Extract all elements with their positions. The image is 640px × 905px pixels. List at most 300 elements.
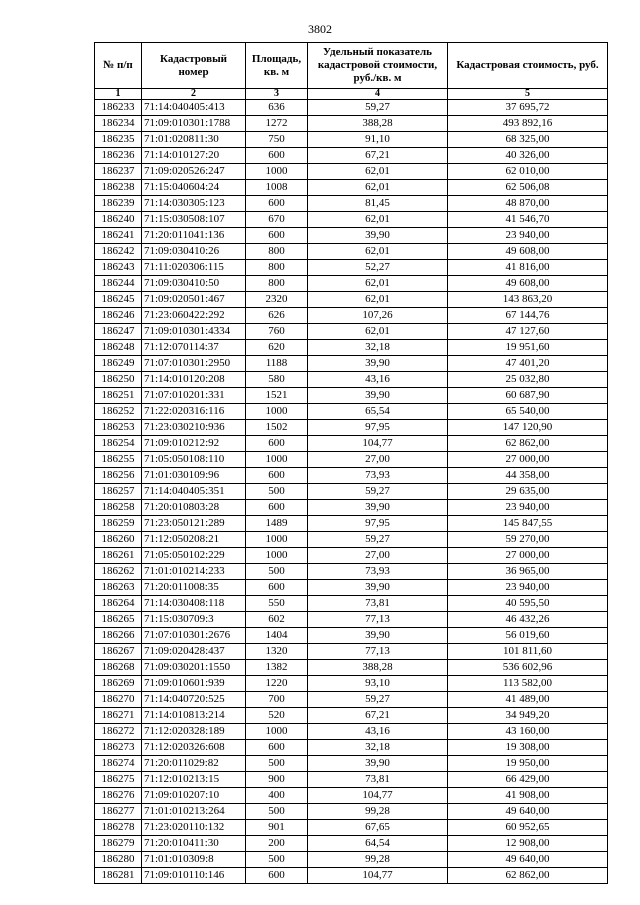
cadastral-cost-cell: 113 582,00 <box>448 676 608 692</box>
cadastral-number-cell: 71:23:060422:292 <box>142 308 246 324</box>
cadastral-cost-cell: 48 870,00 <box>448 196 608 212</box>
row-number-cell: 186240 <box>95 212 142 228</box>
row-number-cell: 186279 <box>95 836 142 852</box>
row-number-cell: 186269 <box>95 676 142 692</box>
cadastral-number-cell: 71:12:070114:37 <box>142 340 246 356</box>
row-number-cell: 186271 <box>95 708 142 724</box>
area-cell: 500 <box>246 484 308 500</box>
table-row <box>95 836 608 852</box>
table-row <box>95 260 608 276</box>
cadastral-cost-cell: 60 687,90 <box>448 388 608 404</box>
unit-value-cell: 43,16 <box>308 372 448 388</box>
row-number-cell: 186256 <box>95 468 142 484</box>
cadastral-cost-cell: 56 019,60 <box>448 628 608 644</box>
area-cell: 1382 <box>246 660 308 676</box>
cadastral-number-cell: 71:15:030508:107 <box>142 212 246 228</box>
area-cell: 580 <box>246 372 308 388</box>
cadastral-number-cell: 71:01:010213:264 <box>142 804 246 820</box>
unit-value-cell: 62,01 <box>308 324 448 340</box>
row-number-cell: 186272 <box>95 724 142 740</box>
cadastral-cost-cell: 60 952,65 <box>448 820 608 836</box>
cadastral-cost-cell: 145 847,55 <box>448 516 608 532</box>
cadastral-cost-cell: 19 950,00 <box>448 756 608 772</box>
area-cell: 500 <box>246 804 308 820</box>
column-number-row <box>95 89 608 100</box>
unit-value-cell: 27,00 <box>308 452 448 468</box>
cadastral-number-cell: 71:15:040604:24 <box>142 180 246 196</box>
area-cell: 600 <box>246 468 308 484</box>
unit-value-cell: 97,95 <box>308 516 448 532</box>
area-cell: 1000 <box>246 452 308 468</box>
cadastral-cost-cell: 44 358,00 <box>448 468 608 484</box>
cadastral-cost-cell: 62 506,08 <box>448 180 608 196</box>
cadastral-cost-cell: 29 635,00 <box>448 484 608 500</box>
header-row-number: № п/п <box>95 43 142 89</box>
unit-value-cell: 39,90 <box>308 628 448 644</box>
table-row <box>95 212 608 228</box>
cadastral-number-cell: 71:09:030410:26 <box>142 244 246 260</box>
cadastral-number-cell: 71:05:050108:110 <box>142 452 246 468</box>
unit-value-cell: 39,90 <box>308 580 448 596</box>
cadastral-cost-cell: 536 602,96 <box>448 660 608 676</box>
table-row <box>95 356 608 372</box>
table-row <box>95 132 608 148</box>
table-row <box>95 660 608 676</box>
cadastral-cost-cell: 41 816,00 <box>448 260 608 276</box>
area-cell: 1404 <box>246 628 308 644</box>
cadastral-number-cell: 71:01:030109:96 <box>142 468 246 484</box>
area-cell: 1521 <box>246 388 308 404</box>
area-cell: 500 <box>246 852 308 868</box>
table-row <box>95 180 608 196</box>
unit-value-cell: 64,54 <box>308 836 448 852</box>
table-row <box>95 788 608 804</box>
area-cell: 670 <box>246 212 308 228</box>
column-number: 5 <box>448 89 608 100</box>
table-row <box>95 452 608 468</box>
unit-value-cell: 77,13 <box>308 644 448 660</box>
row-number-cell: 186281 <box>95 868 142 884</box>
table-row <box>95 308 608 324</box>
unit-value-cell: 104,77 <box>308 868 448 884</box>
table-row <box>95 804 608 820</box>
cadastral-cost-cell: 27 000,00 <box>448 452 608 468</box>
area-cell: 500 <box>246 756 308 772</box>
row-number-cell: 186277 <box>95 804 142 820</box>
header-unit-value: Удельный показатель кадастровой стоимости, руб./кв. м <box>308 43 448 89</box>
column-number: 3 <box>246 89 308 100</box>
unit-value-cell: 104,77 <box>308 788 448 804</box>
cadastral-cost-cell: 19 951,60 <box>448 340 608 356</box>
cadastral-cost-cell: 40 326,00 <box>448 148 608 164</box>
cadastral-cost-cell: 147 120,90 <box>448 420 608 436</box>
row-number-cell: 186239 <box>95 196 142 212</box>
table-row <box>95 196 608 212</box>
cadastral-number-cell: 71:15:030709:3 <box>142 612 246 628</box>
table-row <box>95 468 608 484</box>
area-cell: 1000 <box>246 724 308 740</box>
table-row <box>95 580 608 596</box>
unit-value-cell: 32,18 <box>308 740 448 756</box>
area-cell: 200 <box>246 836 308 852</box>
unit-value-cell: 39,90 <box>308 228 448 244</box>
unit-value-cell: 107,26 <box>308 308 448 324</box>
cadastral-number-cell: 71:14:010120:208 <box>142 372 246 388</box>
unit-value-cell: 39,90 <box>308 388 448 404</box>
table-row <box>95 276 608 292</box>
table-row <box>95 564 608 580</box>
cadastral-cost-cell: 41 546,70 <box>448 212 608 228</box>
table-body <box>95 100 608 884</box>
unit-value-cell: 81,45 <box>308 196 448 212</box>
column-number: 4 <box>308 89 448 100</box>
unit-value-cell: 62,01 <box>308 164 448 180</box>
table-row <box>95 644 608 660</box>
unit-value-cell: 62,01 <box>308 244 448 260</box>
cadastral-number-cell: 71:22:020316:116 <box>142 404 246 420</box>
cadastral-number-cell: 71:12:020326:608 <box>142 740 246 756</box>
row-number-cell: 186238 <box>95 180 142 196</box>
cadastral-number-cell: 71:09:010207:10 <box>142 788 246 804</box>
row-number-cell: 186246 <box>95 308 142 324</box>
area-cell: 1000 <box>246 404 308 420</box>
area-cell: 600 <box>246 148 308 164</box>
row-number-cell: 186270 <box>95 692 142 708</box>
row-number-cell: 186280 <box>95 852 142 868</box>
table-row <box>95 772 608 788</box>
cadastral-number-cell: 71:14:030305:123 <box>142 196 246 212</box>
cadastral-cost-cell: 34 949,20 <box>448 708 608 724</box>
unit-value-cell: 388,28 <box>308 116 448 132</box>
table-row <box>95 484 608 500</box>
cadastral-number-cell: 71:01:020811:30 <box>142 132 246 148</box>
row-number-cell: 186237 <box>95 164 142 180</box>
area-cell: 600 <box>246 228 308 244</box>
area-cell: 800 <box>246 260 308 276</box>
row-number-cell: 186276 <box>95 788 142 804</box>
row-number-cell: 186260 <box>95 532 142 548</box>
row-number-cell: 186263 <box>95 580 142 596</box>
table-row <box>95 612 608 628</box>
unit-value-cell: 59,27 <box>308 692 448 708</box>
header-cadastral-number: Кадастровый номер <box>142 43 246 89</box>
table-row <box>95 116 608 132</box>
area-cell: 620 <box>246 340 308 356</box>
cadastral-number-cell: 71:20:011008:35 <box>142 580 246 596</box>
cadastral-number-cell: 71:14:010127:20 <box>142 148 246 164</box>
area-cell: 1220 <box>246 676 308 692</box>
unit-value-cell: 99,28 <box>308 804 448 820</box>
cadastral-number-cell: 71:14:040720:525 <box>142 692 246 708</box>
unit-value-cell: 73,93 <box>308 468 448 484</box>
table-row <box>95 372 608 388</box>
unit-value-cell: 27,00 <box>308 548 448 564</box>
table-row <box>95 164 608 180</box>
table-row <box>95 740 608 756</box>
table-row <box>95 532 608 548</box>
header-area: Площадь, кв. м <box>246 43 308 89</box>
cadastral-number-cell: 71:09:020501:467 <box>142 292 246 308</box>
area-cell: 600 <box>246 580 308 596</box>
unit-value-cell: 62,01 <box>308 276 448 292</box>
unit-value-cell: 39,90 <box>308 500 448 516</box>
column-number: 2 <box>142 89 246 100</box>
table-row <box>95 548 608 564</box>
cadastral-number-cell: 71:20:011041:136 <box>142 228 246 244</box>
cadastral-cost-cell: 36 965,00 <box>448 564 608 580</box>
unit-value-cell: 62,01 <box>308 180 448 196</box>
row-number-cell: 186259 <box>95 516 142 532</box>
cadastral-number-cell: 71:23:020110:132 <box>142 820 246 836</box>
cadastral-cost-cell: 19 308,00 <box>448 740 608 756</box>
area-cell: 500 <box>246 564 308 580</box>
unit-value-cell: 73,93 <box>308 564 448 580</box>
row-number-cell: 186248 <box>95 340 142 356</box>
cadastral-cost-cell: 49 608,00 <box>448 244 608 260</box>
area-cell: 2320 <box>246 292 308 308</box>
area-cell: 1320 <box>246 644 308 660</box>
cadastral-number-cell: 71:09:020428:437 <box>142 644 246 660</box>
area-cell: 600 <box>246 500 308 516</box>
cadastral-cost-cell: 66 429,00 <box>448 772 608 788</box>
row-number-cell: 186242 <box>95 244 142 260</box>
row-number-cell: 186262 <box>95 564 142 580</box>
cadastral-cost-cell: 40 595,50 <box>448 596 608 612</box>
row-number-cell: 186278 <box>95 820 142 836</box>
unit-value-cell: 67,21 <box>308 148 448 164</box>
unit-value-cell: 99,28 <box>308 852 448 868</box>
area-cell: 600 <box>246 196 308 212</box>
cadastral-number-cell: 71:11:020306:115 <box>142 260 246 276</box>
table-row <box>95 420 608 436</box>
table-row <box>95 100 608 116</box>
unit-value-cell: 93,10 <box>308 676 448 692</box>
cadastral-cost-cell: 493 892,16 <box>448 116 608 132</box>
cadastral-number-cell: 71:07:010301:2676 <box>142 628 246 644</box>
cadastral-cost-cell: 37 695,72 <box>448 100 608 116</box>
row-number-cell: 186250 <box>95 372 142 388</box>
table-row <box>95 500 608 516</box>
cadastral-cost-cell: 101 811,60 <box>448 644 608 660</box>
table-row <box>95 692 608 708</box>
cadastral-cost-cell: 62 862,00 <box>448 436 608 452</box>
cadastral-cost-cell: 23 940,00 <box>448 580 608 596</box>
area-cell: 1000 <box>246 548 308 564</box>
area-cell: 1000 <box>246 164 308 180</box>
table-row <box>95 340 608 356</box>
row-number-cell: 186264 <box>95 596 142 612</box>
row-number-cell: 186258 <box>95 500 142 516</box>
cadastral-cost-cell: 68 325,00 <box>448 132 608 148</box>
cadastral-cost-cell: 43 160,00 <box>448 724 608 740</box>
row-number-cell: 186255 <box>95 452 142 468</box>
unit-value-cell: 39,90 <box>308 756 448 772</box>
cadastral-cost-cell: 65 540,00 <box>448 404 608 420</box>
cadastral-number-cell: 71:14:040405:413 <box>142 100 246 116</box>
row-number-cell: 186265 <box>95 612 142 628</box>
row-number-cell: 186273 <box>95 740 142 756</box>
row-number-cell: 186261 <box>95 548 142 564</box>
cadastral-number-cell: 71:14:030408:118 <box>142 596 246 612</box>
area-cell: 1188 <box>246 356 308 372</box>
cadastral-number-cell: 71:01:010309:8 <box>142 852 246 868</box>
cadastral-number-cell: 71:09:020526:247 <box>142 164 246 180</box>
cadastral-cost-cell: 49 640,00 <box>448 804 608 820</box>
area-cell: 550 <box>246 596 308 612</box>
cadastral-cost-cell: 41 908,00 <box>448 788 608 804</box>
area-cell: 520 <box>246 708 308 724</box>
unit-value-cell: 39,90 <box>308 356 448 372</box>
cadastral-number-cell: 71:09:030410:50 <box>142 276 246 292</box>
unit-value-cell: 104,77 <box>308 436 448 452</box>
table-row <box>95 388 608 404</box>
cadastral-number-cell: 71:20:010411:30 <box>142 836 246 852</box>
cadastral-cost-cell: 25 032,80 <box>448 372 608 388</box>
table-row <box>95 724 608 740</box>
table-row <box>95 244 608 260</box>
row-number-cell: 186268 <box>95 660 142 676</box>
table-row <box>95 820 608 836</box>
area-cell: 600 <box>246 436 308 452</box>
row-number-cell: 186233 <box>95 100 142 116</box>
row-number-cell: 186253 <box>95 420 142 436</box>
unit-value-cell: 52,27 <box>308 260 448 276</box>
unit-value-cell: 59,27 <box>308 100 448 116</box>
row-number-cell: 186243 <box>95 260 142 276</box>
row-number-cell: 186266 <box>95 628 142 644</box>
row-number-cell: 186249 <box>95 356 142 372</box>
cadastral-cost-cell: 49 640,00 <box>448 852 608 868</box>
cadastral-number-cell: 71:09:010601:939 <box>142 676 246 692</box>
area-cell: 1008 <box>246 180 308 196</box>
area-cell: 400 <box>246 788 308 804</box>
area-cell: 900 <box>246 772 308 788</box>
area-cell: 1272 <box>246 116 308 132</box>
unit-value-cell: 65,54 <box>308 404 448 420</box>
row-number-cell: 186245 <box>95 292 142 308</box>
unit-value-cell: 62,01 <box>308 212 448 228</box>
table-row <box>95 436 608 452</box>
unit-value-cell: 77,13 <box>308 612 448 628</box>
cadastral-number-cell: 71:09:010110:146 <box>142 868 246 884</box>
cadastral-value-table <box>94 42 608 884</box>
row-number-cell: 186236 <box>95 148 142 164</box>
cadastral-number-cell: 71:12:010213:15 <box>142 772 246 788</box>
area-cell: 636 <box>246 100 308 116</box>
cadastral-number-cell: 71:12:020328:189 <box>142 724 246 740</box>
cadastral-cost-cell: 27 000,00 <box>448 548 608 564</box>
unit-value-cell: 67,65 <box>308 820 448 836</box>
cadastral-number-cell: 71:07:010201:331 <box>142 388 246 404</box>
row-number-cell: 186244 <box>95 276 142 292</box>
table-row <box>95 404 608 420</box>
area-cell: 1000 <box>246 532 308 548</box>
cadastral-cost-cell: 59 270,00 <box>448 532 608 548</box>
table-row <box>95 628 608 644</box>
row-number-cell: 186247 <box>95 324 142 340</box>
column-number: 1 <box>95 89 142 100</box>
area-cell: 760 <box>246 324 308 340</box>
cadastral-cost-cell: 12 908,00 <box>448 836 608 852</box>
area-cell: 602 <box>246 612 308 628</box>
cadastral-cost-cell: 23 940,00 <box>448 500 608 516</box>
cadastral-number-cell: 71:20:011029:82 <box>142 756 246 772</box>
table-row <box>95 676 608 692</box>
cadastral-cost-cell: 62 862,00 <box>448 868 608 884</box>
area-cell: 700 <box>246 692 308 708</box>
table-row <box>95 292 608 308</box>
cadastral-number-cell: 71:01:010214:233 <box>142 564 246 580</box>
area-cell: 800 <box>246 244 308 260</box>
table-header-row <box>95 43 608 89</box>
unit-value-cell: 73,81 <box>308 772 448 788</box>
row-number-cell: 186251 <box>95 388 142 404</box>
cadastral-number-cell: 71:14:040405:351 <box>142 484 246 500</box>
table-row <box>95 148 608 164</box>
page-number: 3802 <box>308 22 332 36</box>
cadastral-cost-cell: 62 010,00 <box>448 164 608 180</box>
cadastral-number-cell: 71:23:050121:289 <box>142 516 246 532</box>
table-row <box>95 852 608 868</box>
row-number-cell: 186274 <box>95 756 142 772</box>
cadastral-number-cell: 71:09:010212:92 <box>142 436 246 452</box>
row-number-cell: 186257 <box>95 484 142 500</box>
unit-value-cell: 59,27 <box>308 484 448 500</box>
unit-value-cell: 59,27 <box>308 532 448 548</box>
unit-value-cell: 91,10 <box>308 132 448 148</box>
table-row <box>95 516 608 532</box>
cadastral-cost-cell: 67 144,76 <box>448 308 608 324</box>
cadastral-number-cell: 71:14:010813:214 <box>142 708 246 724</box>
cadastral-cost-cell: 47 127,60 <box>448 324 608 340</box>
cadastral-number-cell: 71:23:030210:936 <box>142 420 246 436</box>
table-row <box>95 228 608 244</box>
cadastral-cost-cell: 143 863,20 <box>448 292 608 308</box>
cadastral-cost-cell: 47 401,20 <box>448 356 608 372</box>
header-cadastral-cost: Кадастровая стоимость, руб. <box>448 43 608 89</box>
cadastral-cost-cell: 41 489,00 <box>448 692 608 708</box>
table-row <box>95 868 608 884</box>
table-row <box>95 756 608 772</box>
table-row <box>95 324 608 340</box>
cadastral-number-cell: 71:05:050102:229 <box>142 548 246 564</box>
area-cell: 600 <box>246 868 308 884</box>
cadastral-number-cell: 71:09:010301:1788 <box>142 116 246 132</box>
area-cell: 1502 <box>246 420 308 436</box>
unit-value-cell: 32,18 <box>308 340 448 356</box>
row-number-cell: 186254 <box>95 436 142 452</box>
cadastral-cost-cell: 49 608,00 <box>448 276 608 292</box>
table-row <box>95 596 608 612</box>
cadastral-number-cell: 71:20:010803:28 <box>142 500 246 516</box>
unit-value-cell: 388,28 <box>308 660 448 676</box>
unit-value-cell: 67,21 <box>308 708 448 724</box>
area-cell: 626 <box>246 308 308 324</box>
cadastral-number-cell: 71:09:010301:4334 <box>142 324 246 340</box>
row-number-cell: 186275 <box>95 772 142 788</box>
unit-value-cell: 43,16 <box>308 724 448 740</box>
row-number-cell: 186241 <box>95 228 142 244</box>
unit-value-cell: 97,95 <box>308 420 448 436</box>
row-number-cell: 186235 <box>95 132 142 148</box>
cadastral-cost-cell: 23 940,00 <box>448 228 608 244</box>
table-row <box>95 708 608 724</box>
cadastral-number-cell: 71:09:030201:1550 <box>142 660 246 676</box>
area-cell: 600 <box>246 740 308 756</box>
area-cell: 901 <box>246 820 308 836</box>
unit-value-cell: 62,01 <box>308 292 448 308</box>
unit-value-cell: 73,81 <box>308 596 448 612</box>
